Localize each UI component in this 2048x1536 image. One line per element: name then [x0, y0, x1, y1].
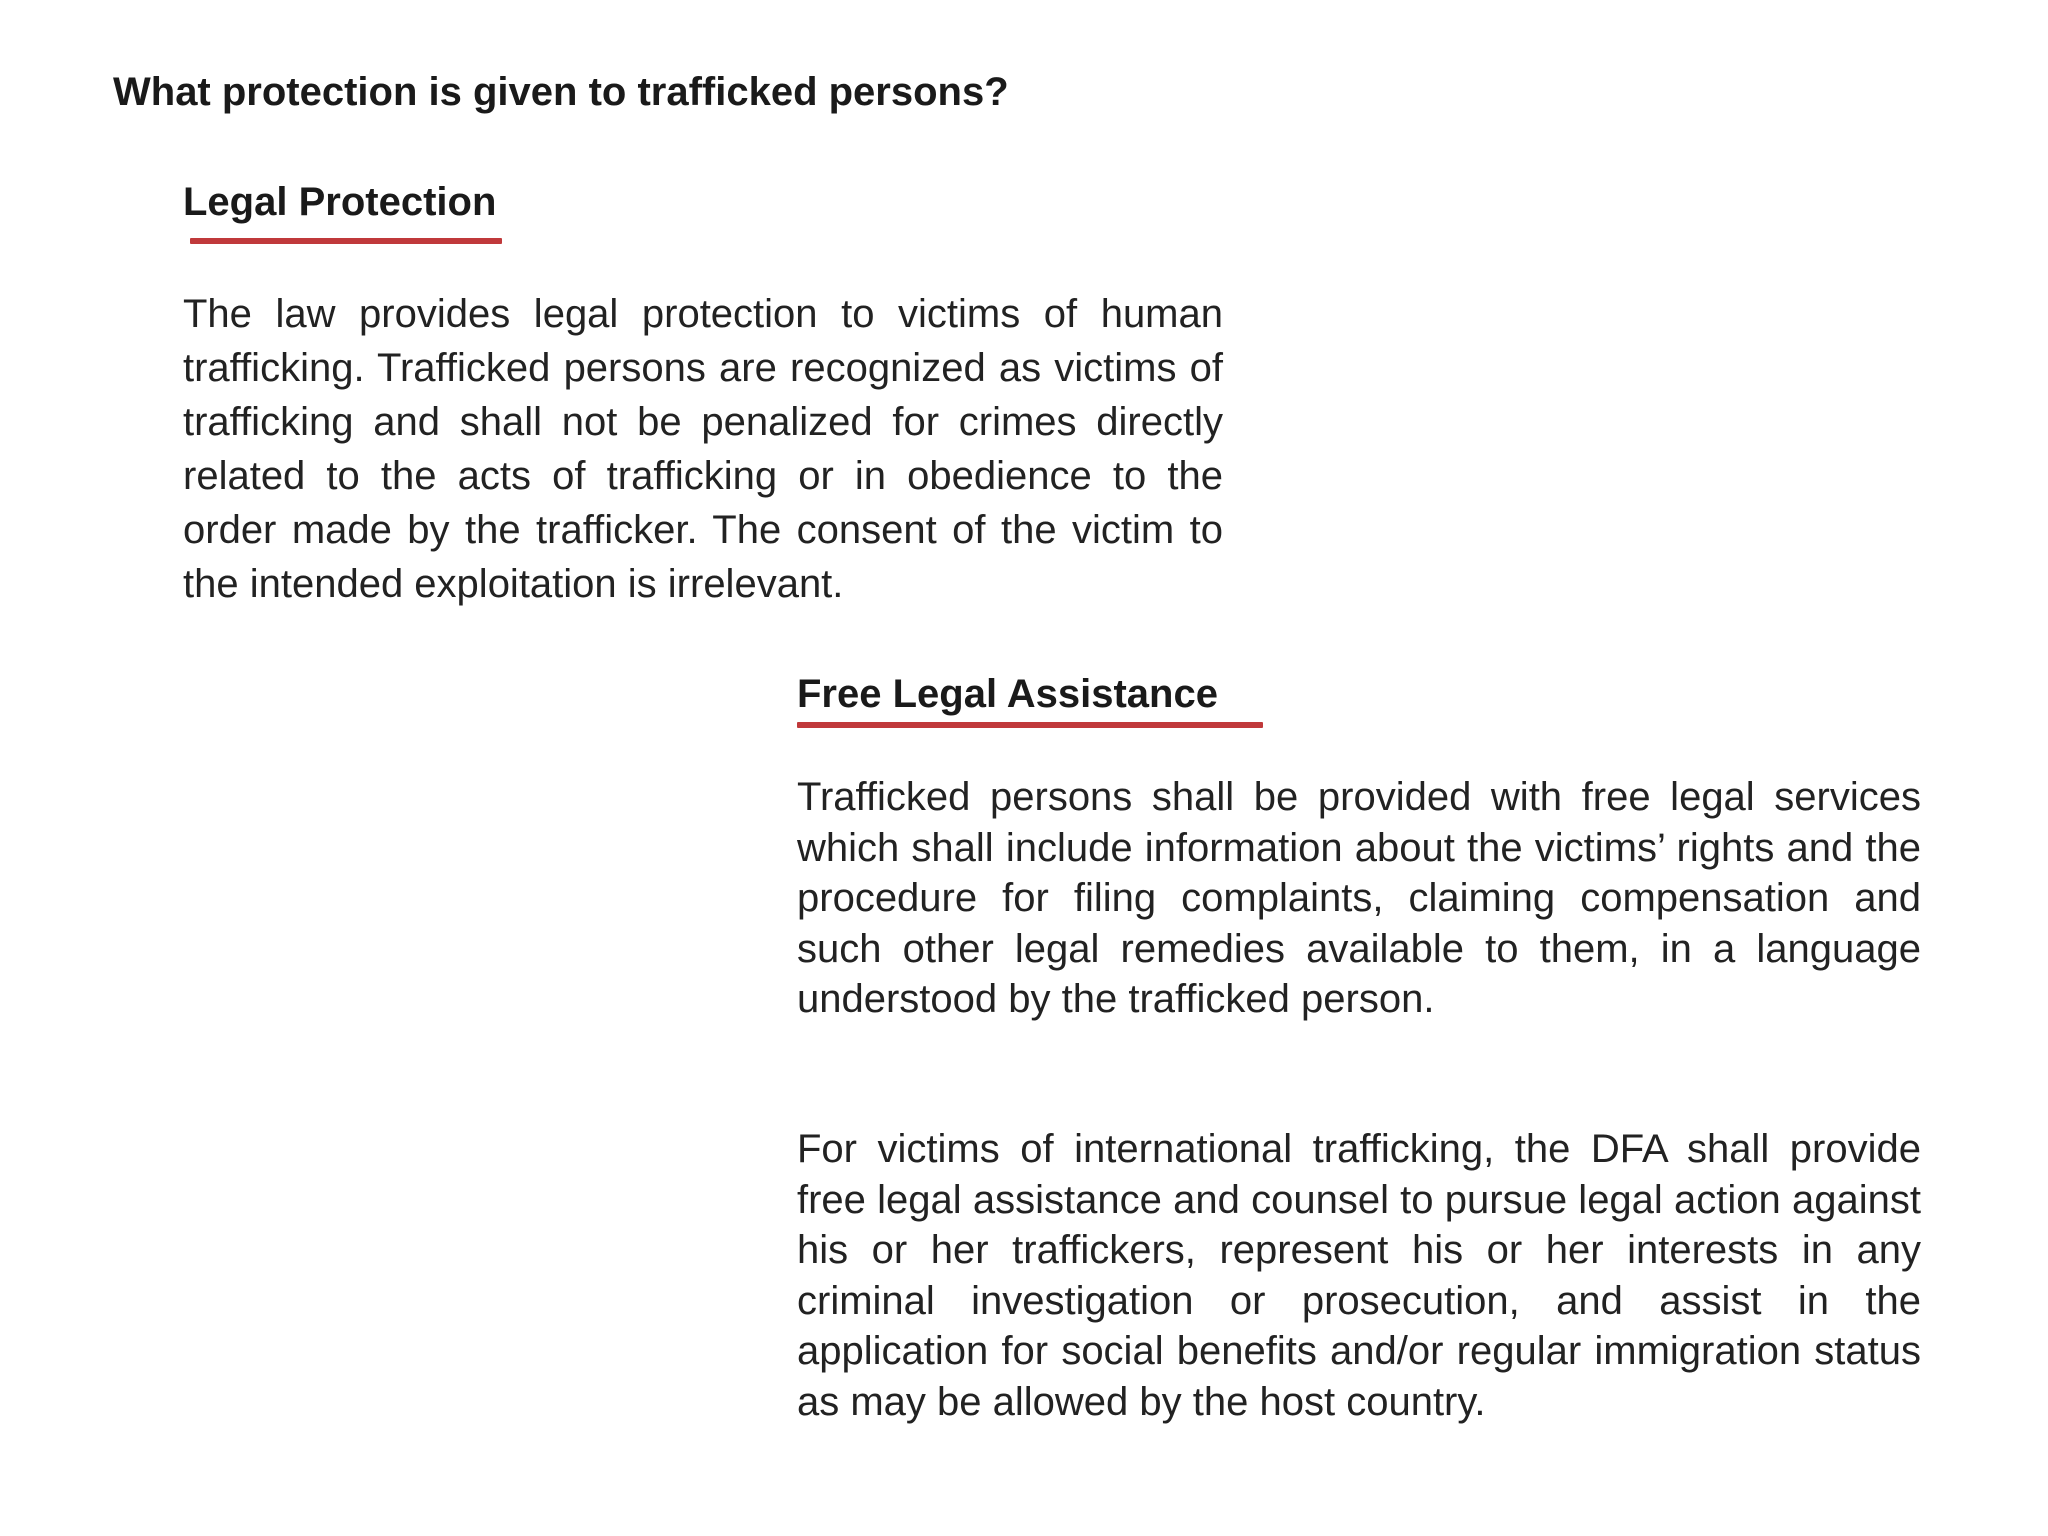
section-heading-free-legal-assistance: Free Legal Assistance: [797, 672, 1218, 716]
paragraph-international-trafficking: For victims of international trafficking, the DFA shall provide free legal assistance and counsel to pursue legal action against his or her traffickers, represent his or her interests in any criminal investigation or prosecution, and assist in the application for social benefits and/or regular immigration status as may be allowed by the host country.: [797, 1127, 1921, 1424]
page-title: What protection is given to trafficked persons?: [113, 70, 1009, 114]
heading-underline: [190, 238, 502, 244]
paragraph-free-legal-services: Trafficked persons shall be provided with free legal services which shall include information about the victims’ rights and the procedure for filing complaints, claiming compensation and such other legal remedies available to them, in a language understood by the trafficked person.: [797, 775, 1921, 1021]
section-heading-legal-protection: Legal Protection: [183, 180, 497, 224]
heading-underline: [797, 722, 1263, 728]
paragraph-legal-protection: The law provides legal protection to victims of human trafficking. Trafficked persons are recognized as victims of trafficking and shall not be penalized for crimes directly related to the acts of trafficking or in obedience to the order made by the trafficker. The consent of the victim to the intended exploitation is irrelevant.: [183, 292, 1223, 606]
